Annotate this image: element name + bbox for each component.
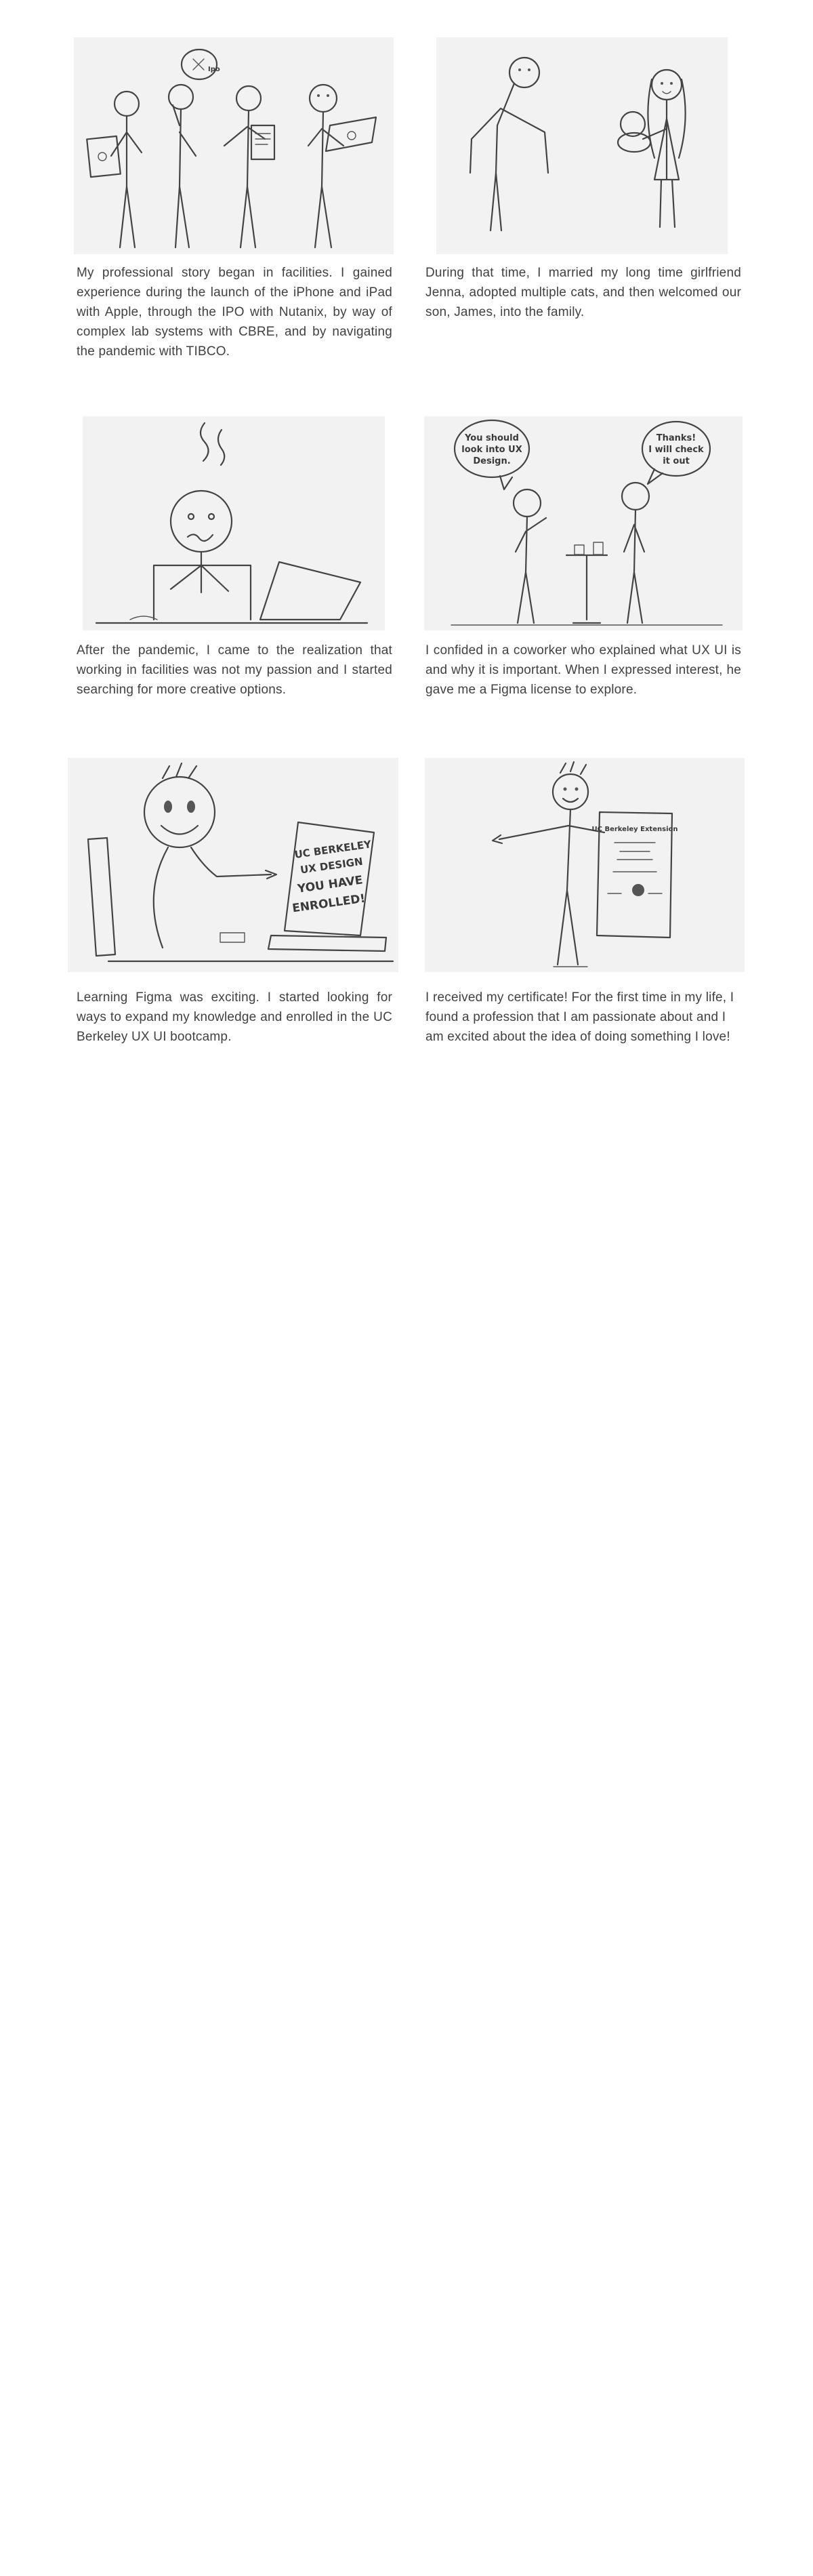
panel-caption: I received my certificate! For the first time in my life, I found a profession that I am passionate about and I am excited about the idea of doing something I love! [425, 990, 734, 1044]
speech-bubble-line: Design. [473, 456, 511, 466]
speech-bubble-line: I will check [648, 445, 704, 455]
screen-text-line: UX DESIGN [299, 855, 364, 877]
speech-bubble-line: You should [465, 433, 519, 443]
sketch-enrolled-image [68, 758, 398, 972]
panel-caption: After the pandemic, I came to the realization that working in facilities was not my passion and I started searching for more creative options. [77, 643, 392, 697]
speech-bubble-line: it out [663, 456, 690, 466]
panel-caption: Learning Figma was exciting. I started looking for ways to expand my knowledge and enrolled in the UC Berkeley UX UI bootcamp. [77, 990, 392, 1044]
speech-bubble-line: look into UX [461, 445, 522, 455]
screen-text-line: ENROLLED! [291, 891, 367, 916]
panel-caption: My professional story began in facilities. I gained experience during the launch of the iPhone and iPad with Apple, through the IPO with Nutanix, by way of complex lab systems with CBRE, and by navigating the pandemic with TIBCO. [77, 266, 392, 359]
svg-text:Ipo: Ipo [208, 66, 220, 73]
panel-caption: During that time, I married my long time girlfriend Jenna, adopted multiple cats, and then welcomed our son, James, into the family. [425, 266, 741, 319]
screen-text-line: UC BERKELEY [293, 838, 373, 861]
certificate-title: UC Berkeley Extension [591, 826, 678, 833]
speech-bubble-line: Thanks! [656, 433, 696, 443]
sketch-thinking-image [83, 416, 385, 630]
sketch-certificate-image [425, 758, 745, 972]
screen-text-line: YOU HAVE [296, 873, 364, 896]
panel-caption: I confided in a coworker who explained what UX UI is and why it is important. When I expressed interest, he gave me a Figma license to explore. [425, 643, 741, 697]
sketch-coworker-image [424, 416, 743, 630]
sketch-coworkers-image [74, 37, 394, 254]
sketch-family-image [436, 37, 728, 254]
